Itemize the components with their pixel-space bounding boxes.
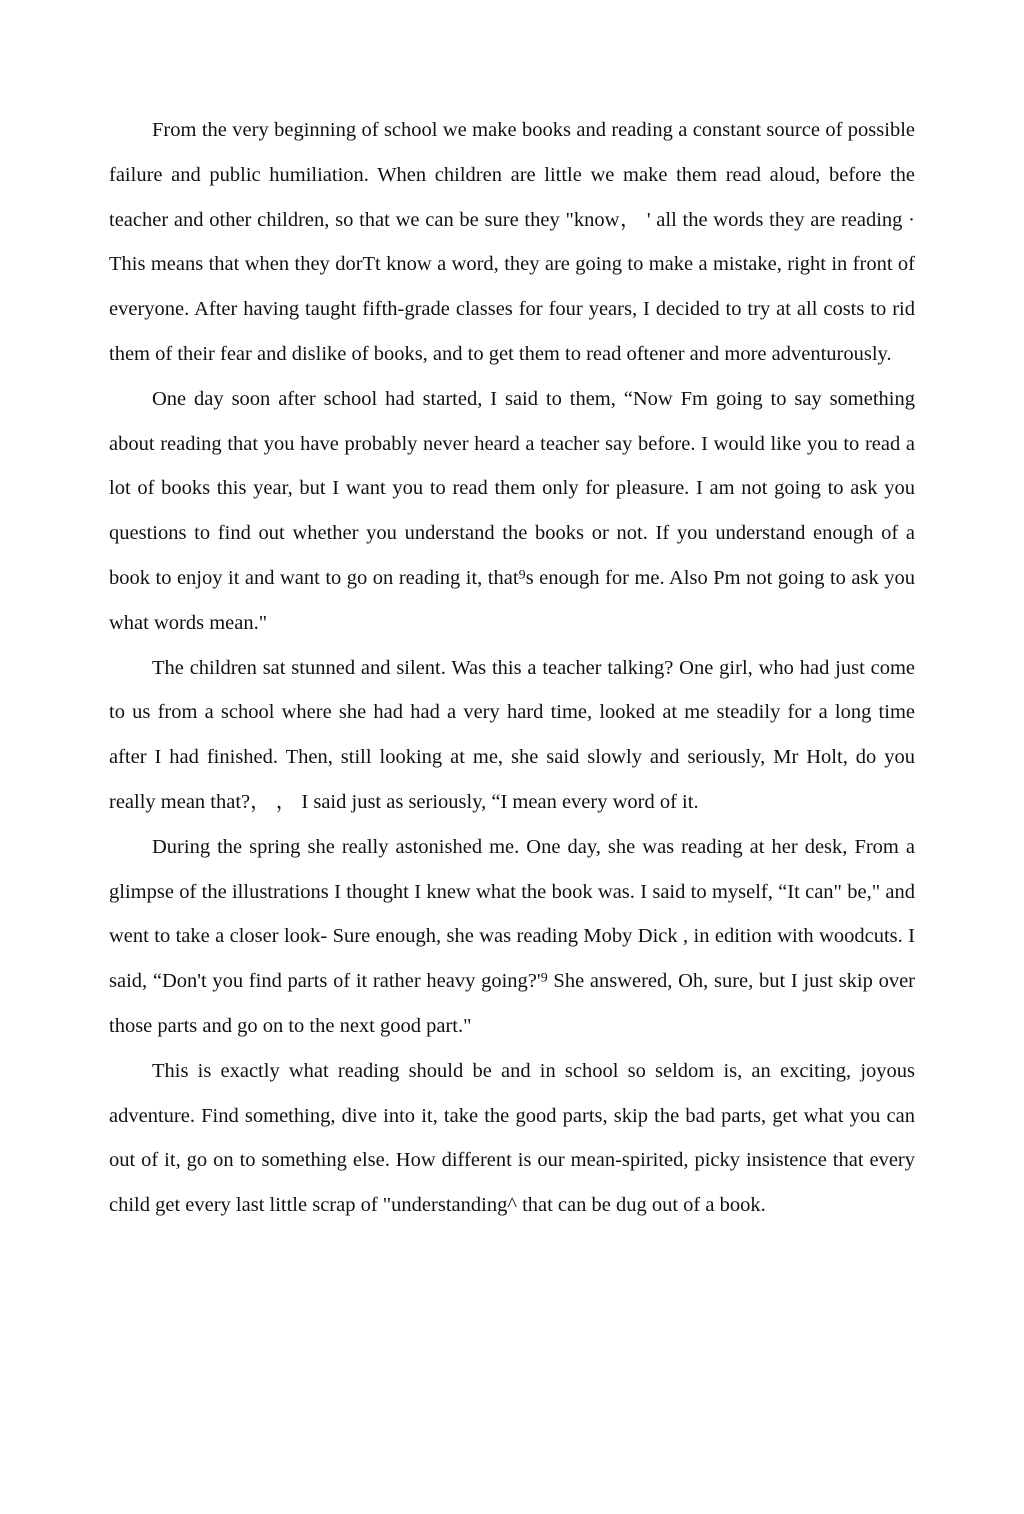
paragraph: This is exactly what reading should be and in school so seldom is, an exciting, joyous adventure. Find something, dive into it, take the good parts, skip the bad parts, get what you can out of it, go on to something else. How different is our mean-spirited, picky insistence that every child get every last little scrap of "understanding^ that can be dug out of a book. xyxy=(109,1059,915,1217)
paragraph: One day soon after school had started, I said to them, “Now Fm going to say something about reading that you have probably never heard a teacher say before. I would like you to read a lot of books this year, but I want you to read them only for pleasure. I am not going to ask you questions to find out whether you understand the books or not. If you understand enough of a book to enjoy it and want to go on reading it, that⁹s enough for me. Also Pm not going to ask you what words mean." xyxy=(109,387,915,634)
document-page xyxy=(109,108,915,1228)
paragraph: From the very beginning of school we make books and reading a constant source of possible failure and public humiliation. When children are little we make them read aloud, before the teacher and other children, so that we can be sure they "know， ' all the words they are reading · This means that when they dorTt know a word, they are going to make a mistake, right in front of everyone. After having taught fifth-grade classes for four years, I decided to try at all costs to rid them of their fear and dislike of books, and to get them to read oftener and more adventurously. xyxy=(109,119,915,365)
paragraph: The children sat stunned and silent. Was this a teacher talking? One girl, who had just come to us from a school where she had had a very hard time, looked at me steadily for a long time after I had finished. Then, still looking at me, she said slowly and seriously, Mr Holt, do you really mean that?， ， I said just as seriously, “I mean every word of it. xyxy=(109,656,915,813)
paragraph: During the spring she really astonished me. One day, she was reading at her desk, From a glimpse of the illustrations I thought I knew what the book was. I said to myself, “It can" be," and went to take a closer look- Sure enough, she was reading Moby Dick , in edition with woodcuts. I said, “Don't you find parts of it rather heavy going?'⁹ She answered, Oh, sure, but I just skip over those parts and go on to the next good part." xyxy=(109,835,915,1037)
